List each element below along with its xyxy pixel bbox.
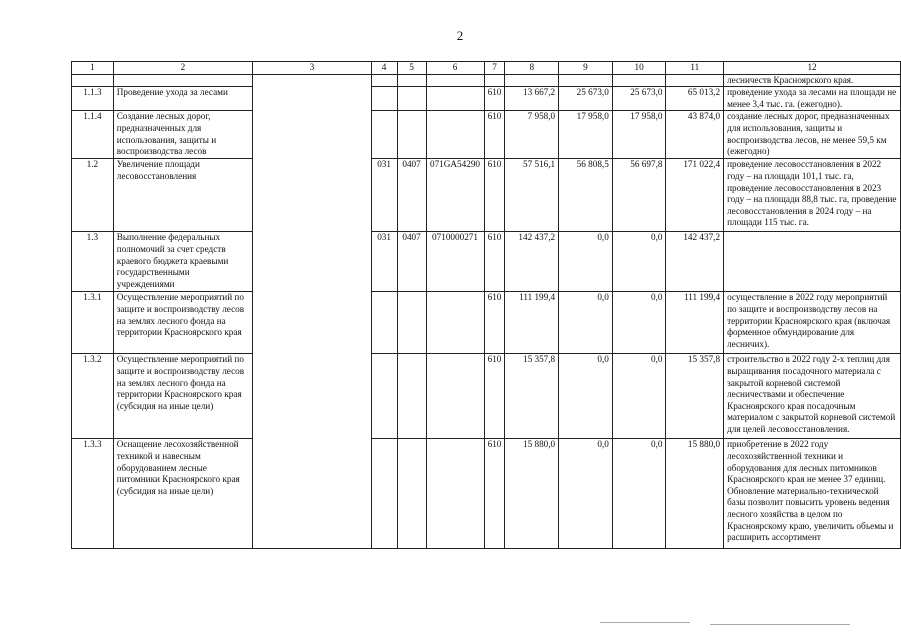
cell-col10: 0,0 <box>612 232 666 292</box>
row-number: 1.3.1 <box>72 292 114 354</box>
header-cell: 7 <box>484 62 505 75</box>
row-name: Проведение ухода за лесами <box>113 87 252 111</box>
row-result: строительство в 2022 году 2-х теплиц для выращивания посадочного материала с закрытой корневой системой лесничествами и обеспечение Красноярского края посадочным материалом с закрытой корневой системой для целей лесовосстановления. <box>724 354 901 439</box>
cell-col8: 57 516,1 <box>505 159 559 232</box>
cell-col6: 0710000271 <box>426 232 484 292</box>
row-result <box>724 232 901 292</box>
scan-artifact-line <box>600 622 690 623</box>
cell-col6 <box>426 439 484 549</box>
cell-col9: 0,0 <box>559 292 613 354</box>
cell-col8: 15 357,8 <box>505 354 559 439</box>
row-result: проведение ухода за лесами на площади не менее 3,4 тыс. га. (ежегодно). <box>724 87 901 111</box>
cell-col6 <box>426 292 484 354</box>
cell-col7: 610 <box>484 111 505 159</box>
row-number: 1.3.2 <box>72 354 114 439</box>
scan-artifact-line <box>710 624 850 625</box>
table-row <box>72 111 901 159</box>
header-row <box>72 62 901 75</box>
row-name: Увеличение площади лесовосстановления <box>113 159 252 232</box>
cell-col4 <box>371 87 397 111</box>
page-number: 2 <box>456 28 464 43</box>
cell-col8: 7 958,0 <box>505 111 559 159</box>
cell-col5 <box>397 111 426 159</box>
cell-col5: 0407 <box>397 232 426 292</box>
row-result: проведение лесовосстановления в 2022 году – на площади 101,1 тыс. га, проведение лесовосстановления в 2023 году – на площади 88,8 тыс. га, проведение лесовосстановления в 2024 году – на площади 115 тыс. га. <box>724 159 901 232</box>
cell-col9: 0,0 <box>559 232 613 292</box>
cell-col4: 031 <box>371 232 397 292</box>
header-cell: 11 <box>666 62 724 75</box>
row-number: 1.3.3 <box>72 439 114 549</box>
cell-col5 <box>397 87 426 111</box>
cell-col10: 17 958,0 <box>612 111 666 159</box>
table-row <box>72 159 901 232</box>
cell-col4 <box>371 439 397 549</box>
row-result: создание лесных дорог, предназначенных для использования, защиты и воспроизводства лесов, не менее 59,5 км (ежегодно) <box>724 111 901 159</box>
cell-col9: 0,0 <box>559 354 613 439</box>
row-number: 1.1.3 <box>72 87 114 111</box>
cell-col5 <box>397 354 426 439</box>
cell-col8: 142 437,2 <box>505 232 559 292</box>
cell-col5 <box>397 439 426 549</box>
row-number: 1.3 <box>72 232 114 292</box>
cell-col7: 610 <box>484 354 505 439</box>
cell-col10: 0,0 <box>612 354 666 439</box>
table-row <box>72 292 901 354</box>
header-cell: 2 <box>113 62 252 75</box>
cell-col7: 610 <box>484 439 505 549</box>
cell-col8: 111 199,4 <box>505 292 559 354</box>
cell-col4: 031 <box>371 159 397 232</box>
row-name: Оснащение лесохозяйственной техникой и навесным оборудованием лесные питомники Красноярского края (субсидия на иные цели) <box>113 439 252 549</box>
header-cell: 3 <box>253 62 372 75</box>
cell-col11: 65 013,2 <box>666 87 724 111</box>
header-cell: 6 <box>426 62 484 75</box>
cell-col6: 071GA54290 <box>426 159 484 232</box>
header-cell: 8 <box>505 62 559 75</box>
row-name: Выполнение федеральных полномочий за счет средств краевого бюджета краевыми государственными учреждениями <box>113 232 252 292</box>
cell-col5 <box>397 292 426 354</box>
cell-col10: 25 673,0 <box>612 87 666 111</box>
cell-col4 <box>371 111 397 159</box>
cell-col7: 610 <box>484 292 505 354</box>
continuation-text: лесничеств Красноярского края. <box>724 74 901 87</box>
cell-col6 <box>426 354 484 439</box>
empty-column-3 <box>253 74 372 549</box>
row-result: приобретение в 2022 году лесохозяйственной техники и оборудования для лесных питомников Красноярского края не менее 37 единиц. Обновление материально-технической базы позволит повысить уровень ведения лесного хозяйства в целом по Красноярскому краю, увеличить объемы и расширить ассортимент <box>724 439 901 549</box>
cell-col11: 171 022,4 <box>666 159 724 232</box>
cell-col11: 15 880,0 <box>666 439 724 549</box>
cell-col4 <box>371 292 397 354</box>
cell-col9: 56 808,5 <box>559 159 613 232</box>
cell-col9: 17 958,0 <box>559 111 613 159</box>
cell-col11: 15 357,8 <box>666 354 724 439</box>
header-cell: 4 <box>371 62 397 75</box>
cell-col8: 15 880,0 <box>505 439 559 549</box>
cell-col7: 610 <box>484 87 505 111</box>
cell-col4 <box>371 354 397 439</box>
cell-col10: 0,0 <box>612 292 666 354</box>
table-row <box>72 439 901 549</box>
header-cell: 1 <box>72 62 114 75</box>
row-result: осуществление в 2022 году мероприятий по защите и воспроизводству лесов на территории Красноярского края (включая форменное обмундирование для лесничих). <box>724 292 901 354</box>
table-row <box>72 232 901 292</box>
cell-col10: 0,0 <box>612 439 666 549</box>
row-name: Осуществление мероприятий по защите и воспроизводству лесов на землях лесного фонда на территории Красноярского края <box>113 292 252 354</box>
cell-col7: 610 <box>484 159 505 232</box>
cell-col5: 0407 <box>397 159 426 232</box>
cell-col9: 25 673,0 <box>559 87 613 111</box>
cell-col11: 43 874,0 <box>666 111 724 159</box>
cell-col6 <box>426 87 484 111</box>
cell-col11: 111 199,4 <box>666 292 724 354</box>
cell-col6 <box>426 111 484 159</box>
table-row <box>72 354 901 439</box>
header-cell: 12 <box>724 62 901 75</box>
header-cell: 5 <box>397 62 426 75</box>
row-name: Осуществление мероприятий по защите и воспроизводству лесов на землях лесного фонда на территории Красноярского края (субсидия на иные цели) <box>113 354 252 439</box>
cell-col9: 0,0 <box>559 439 613 549</box>
budget-table <box>71 61 901 549</box>
cell-col10: 56 697,8 <box>612 159 666 232</box>
cell-col7: 610 <box>484 232 505 292</box>
row-number: 1.1.4 <box>72 111 114 159</box>
cell-col11: 142 437,2 <box>666 232 724 292</box>
header-cell: 10 <box>612 62 666 75</box>
header-cell: 9 <box>559 62 613 75</box>
cell-col8: 13 667,2 <box>505 87 559 111</box>
table-row <box>72 87 901 111</box>
row-name: Создание лесных дорог, предназначенных для использования, защиты и воспроизводства лесов <box>113 111 252 159</box>
row-number: 1.2 <box>72 159 114 232</box>
continuation-row <box>72 74 901 87</box>
